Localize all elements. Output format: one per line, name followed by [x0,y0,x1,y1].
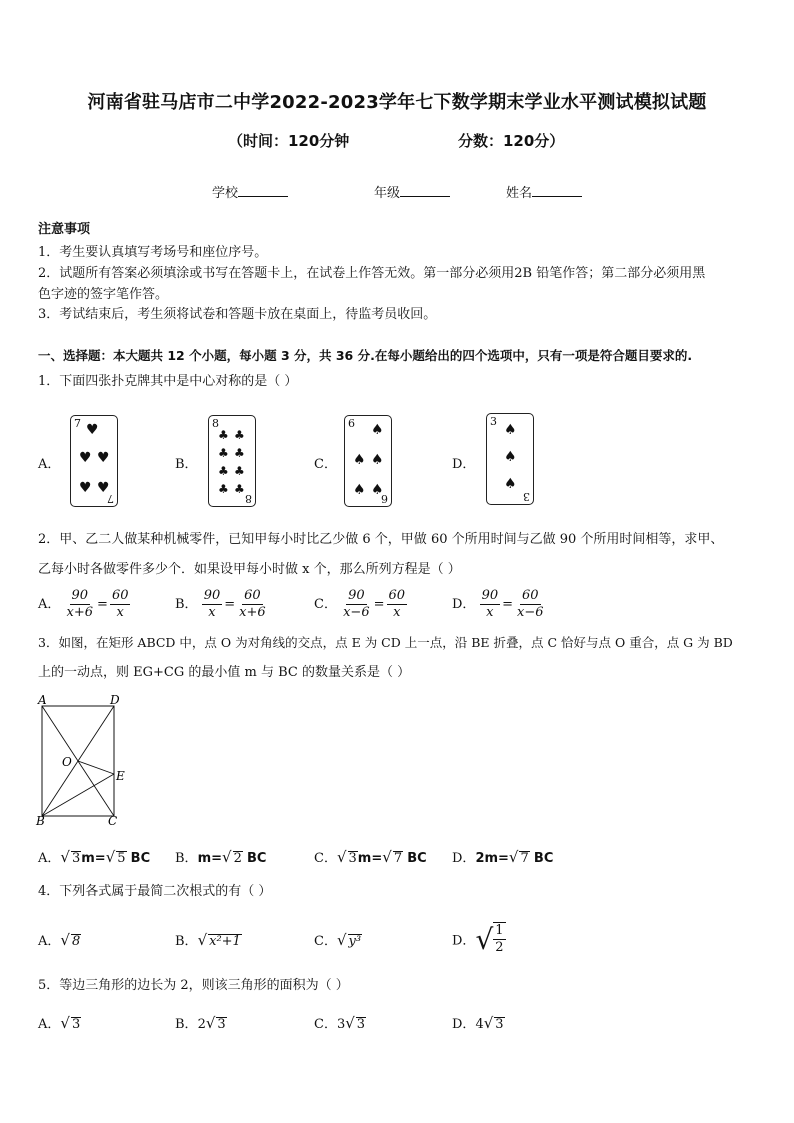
radical-icon: √ [382,848,392,866]
card-rank: 3 [490,415,497,428]
q2-option-d[interactable] [452,588,546,621]
radicand: 3 [71,1017,81,1032]
numerator: 90 [203,588,221,603]
score-label: 分数：120分） [458,132,565,150]
club-icon: ♣ [234,428,245,442]
radical-icon: √ [345,1014,355,1032]
q5-option-d[interactable] [452,1013,505,1032]
point-o-label: O [62,755,72,769]
option-label: B． [175,934,198,949]
option-prefix: m= [197,851,223,866]
radicand: 7 [393,851,403,866]
q5-option-a[interactable] [38,1013,81,1032]
segment-oe [78,761,114,774]
radicand: x²+1 [209,934,241,949]
denominator: x−6 [343,605,370,620]
question-5-stem: 5．等边三角形的边长为 2，则该三角形的面积为（ ） [38,978,349,993]
q5-option-b[interactable] [175,1013,227,1032]
radical-icon: √ [105,848,116,866]
question-4-stem: 4．下列各式属于最简二次根式的有（ ） [38,884,272,899]
q5-option-c[interactable] [314,1013,366,1032]
radicand: 2 [233,851,242,866]
question-1-stem: 1．下面四张扑克牌其中是中心对称的是（ ） [38,374,298,389]
numerator: 60 [522,588,539,603]
radicand: 3 [217,1017,226,1032]
heart-icon: ♥ [79,480,92,496]
point-c-label: C [108,814,118,828]
numerator: 90 [348,588,365,603]
time-label: （时间：120分钟 [228,132,350,150]
notice-item: 1．考生要认真填写考场号和座位序号。 [38,245,268,260]
spade-icon: ♠ [504,422,517,438]
fraction [65,588,96,621]
denominator: x [393,605,401,620]
segment-be [42,774,114,816]
option-label: D． [452,851,476,866]
heart-icon: ♥ [97,450,110,466]
card-rank: 8 [245,492,252,505]
denominator: x+6 [66,605,94,620]
club-icon: ♣ [234,482,245,496]
radicand: y³ [348,934,362,949]
radical-icon: √ [205,1014,216,1032]
denominator: 2 [495,940,504,955]
fraction [515,588,546,621]
option-suffix: BC [247,851,267,866]
spade-icon: ♠ [371,422,384,438]
denominator: x [486,605,494,620]
denominator: x−6 [517,605,544,620]
radicand: 8 [71,934,81,949]
numerator: 60 [111,588,129,603]
card-rank: 8 [212,417,219,430]
spade-icon: ♠ [353,482,366,498]
option-label: C． [314,934,337,949]
name-blank[interactable] [532,184,582,197]
q2-option-b[interactable] [175,588,268,621]
q4-option-c[interactable] [314,930,362,949]
option-mid: m= [357,851,383,866]
playing-card-d[interactable] [486,413,534,505]
radicand: 3 [495,1017,504,1032]
option-prefix: 2m= [475,851,509,866]
numerator: 60 [244,588,261,603]
q2-option-c[interactable] [314,588,407,621]
question-3-stem: 3．如图，在矩形 ABCD 中，点 O 为对角线的交点，点 E 为 CD 上一点，沿 BE 折叠，点 C 恰好与点 O 重合，点 G 为 BD [38,635,733,650]
spade-icon: ♠ [371,482,384,498]
option-label: C． [314,1017,337,1032]
numerator: 1 [495,923,504,938]
option-label: B． [175,597,198,612]
fraction [341,588,372,621]
option-label: B． [175,851,198,866]
fraction [493,922,505,956]
page-title: 河南省驻马店市二中学2022-2023学年七下数学期末学业水平测试模拟试题 [87,92,707,113]
radicand: 7 [520,851,529,866]
coefficient: 2 [197,1017,206,1032]
club-icon: ♣ [218,428,229,442]
q1-option-d-label[interactable]: D． [452,457,476,472]
fraction [110,588,131,621]
heart-icon: ♥ [97,480,110,496]
fraction [202,588,223,621]
card-rank: 7 [107,492,114,505]
radical-icon: √ [336,931,347,949]
q3-option-d[interactable] [452,847,553,866]
notice-item: 2．试题所有答案必须填涂或书写在答题卡上，在试卷上作答无效。第一部分必须用2B 铅笔作答；第二部分必须用黑 [38,266,706,281]
q4-option-b[interactable] [175,930,242,949]
radicand: 5 [117,851,126,866]
playing-card-c[interactable] [344,415,392,507]
point-a-label: A [38,694,47,707]
fraction [480,588,501,621]
fraction [237,588,268,621]
numerator: 90 [71,588,89,603]
card-rank: 7 [74,417,81,430]
point-d-label: D [110,694,120,707]
card-rank: 3 [523,490,530,503]
numerator: 60 [388,588,406,603]
card-rank: 6 [381,492,388,505]
radicand: 3 [71,851,81,866]
question-3-stem: 上的一动点，则 EG+CG 的最小值 m 与 BC 的数量关系是（ ） [38,665,411,680]
name-label: 姓名 [506,186,533,201]
q3-option-a[interactable] [38,847,150,866]
school-field[interactable] [212,182,288,201]
equals-sign: = [97,597,108,612]
grade-blank[interactable] [400,184,450,197]
club-icon: ♣ [218,482,229,496]
radicand: 3 [356,1017,366,1032]
q2-option-a[interactable] [38,588,130,621]
club-icon: ♣ [218,464,229,478]
option-suffix: BC [533,851,554,866]
q3-option-b[interactable] [175,847,266,866]
radical-icon: √ [197,931,208,949]
option-label: C． [314,597,337,612]
radical-icon: √ [508,848,519,866]
notice-item: 色字迹的签字笔作答。 [38,287,169,302]
option-label: D． [452,933,476,949]
club-icon: ♣ [218,446,229,460]
spade-icon: ♠ [504,449,517,465]
radical-icon: √ [60,1014,70,1032]
heart-icon: ♥ [86,422,99,438]
grade-field[interactable] [374,182,450,201]
q4-option-a[interactable] [38,930,81,949]
option-label: A． [38,1017,61,1032]
spade-icon: ♠ [504,476,517,492]
radicand: 3 [348,851,357,866]
numerator: 90 [481,588,499,603]
radical-icon: √ [475,922,494,956]
option-suffix: BC [130,851,151,866]
club-icon: ♣ [234,446,245,460]
denominator: x [116,605,124,620]
school-label: 学校 [212,186,239,201]
question-2-stem: 乙每小时各做零件多少个．如果设甲每小时做 x 个，那么所列方程是（ ） [38,562,461,577]
q1-option-a-label[interactable]: A． [38,457,61,472]
option-label: A． [38,597,61,612]
section-heading: 一、选择题：本大题共 12 个小题，每小题 3 分，共 36 分.在每小题给出的四个选项中，只有一项是符合题目要求的. [38,348,693,363]
grade-label: 年级 [374,186,401,201]
heart-icon: ♥ [79,450,92,466]
spade-icon: ♠ [353,452,366,468]
q1-option-c-label[interactable]: C． [314,457,337,472]
question-2-stem: 2．甲、乙二人做某种机械零件，已知甲每小时比乙少做 6 个，甲做 60 个所用时间与乙做 90 个所用时间相等，求甲、 [38,532,724,547]
q4-option-d[interactable] [452,922,506,956]
point-b-label: B [36,814,45,828]
option-label: C． [314,851,337,866]
coefficient: 4 [475,1017,484,1032]
option-label: A． [38,934,61,949]
denominator: x [208,605,216,620]
rectangle-figure [34,694,134,828]
club-icon: ♣ [234,464,245,478]
coefficient: 3 [336,1017,346,1032]
q3-option-c[interactable] [314,847,427,866]
card-rank: 6 [348,417,355,430]
equals-sign: = [502,597,514,612]
notice-heading: 注意事项 [38,222,91,237]
playing-card-b[interactable] [208,415,256,507]
option-suffix: BC [407,851,427,866]
fraction [387,588,408,621]
school-blank[interactable] [238,184,288,197]
equals-sign: = [224,597,236,612]
spade-icon: ♠ [371,452,384,468]
radical-icon: √ [60,931,70,949]
point-e-label: E [116,769,125,783]
playing-card-a[interactable] [70,415,118,507]
radical-icon: √ [60,848,70,866]
radical-icon: √ [222,848,232,866]
option-label: D． [452,597,476,612]
option-label: D． [452,1017,476,1032]
q1-option-b-label[interactable]: B． [175,457,198,472]
notice-item: 3．考试结束后，考生须将试卷和答题卡放在桌面上，待监考员收回。 [38,307,437,322]
option-label: B． [175,1017,198,1032]
radical-icon: √ [336,848,347,866]
equals-sign: = [373,597,385,612]
name-field[interactable] [506,182,582,201]
denominator: x+6 [239,605,266,620]
option-label: A． [38,851,61,866]
radical-icon: √ [483,1014,494,1032]
option-mid: m= [81,851,106,866]
